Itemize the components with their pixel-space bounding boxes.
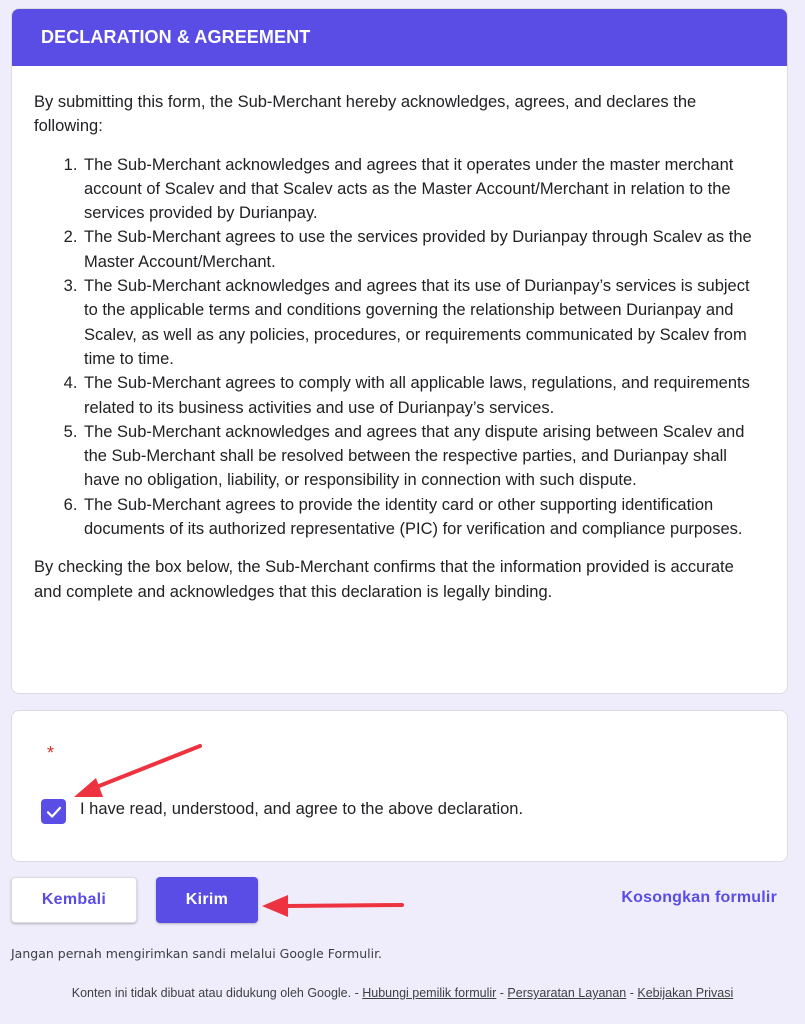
section-description — [12, 66, 787, 604]
agreement-checkbox[interactable] — [41, 799, 66, 824]
contact-owner-link[interactable]: Hubungi pemilik formulir — [362, 986, 497, 1000]
section-title: DECLARATION & AGREEMENT — [41, 27, 311, 47]
annotation-arrow-icon — [262, 895, 402, 917]
footer-disclaimer: Konten ini tidak dibuat atau didukung oleh Google. — [71, 986, 352, 1000]
agreement-checkbox-label[interactable]: I have read, understood, and agree to the above declaration. — [80, 800, 524, 818]
footer-separator: - — [626, 986, 638, 1000]
footer-separator: - — [496, 986, 508, 1000]
declaration-item: 3. The Sub-Merchant acknowledges and agrees that its use of Durianpay’s services is subject to the applicable terms and conditions governing the relationship between Durianpay and Scalev, as well as any policies, procedures, or requirements communicated by Scalev from time to time. — [82, 274, 758, 371]
privacy-link[interactable]: Kebijakan Privasi — [637, 986, 734, 1000]
declaration-item: 1. The Sub-Merchant acknowledges and agrees that it operates under the master merchant account of Scalev and that Scalev acts as the Master Account/Merchant in relation to the services provided by Durianpay. — [82, 153, 758, 226]
declaration-item: 4. The Sub-Merchant agrees to comply with all applicable laws, regulations, and requirements related to its business activities and use of Durianpay’s services. — [82, 371, 758, 420]
submit-button[interactable]: Kirim — [156, 877, 258, 923]
back-button[interactable]: Kembali — [11, 877, 137, 923]
checkmark-icon — [45, 803, 63, 821]
declaration-item: 2. The Sub-Merchant agrees to use the services provided by Durianpay through Scalev as the Master Account/Merchant. — [82, 225, 758, 274]
declaration-item: 5. The Sub-Merchant acknowledges and agrees that any dispute arising between Scalev and the Sub-Merchant shall be resolved between the respective parties, and Durianpay shall have no obligation, liability, or responsibility in connection with such dispute. — [82, 420, 758, 493]
declaration-intro: By submitting this form, the Sub-Merchant hereby acknowledges, agrees, and declares the following: — [34, 93, 697, 136]
declaration-list — [34, 153, 758, 542]
declaration-closing: By checking the box below, the Sub-Merchant confirms that the information provided is accurate and complete and acknowledges that this declaration is legally binding. — [34, 558, 734, 601]
terms-link[interactable]: Persyaratan Layanan — [507, 986, 627, 1000]
declaration-section-card — [11, 8, 788, 694]
declaration-item: 6. The Sub-Merchant agrees to provide the identity card or other supporting identification documents of its authorized representative (PIC) for verification and compliance purposes. — [82, 493, 758, 542]
footer — [30, 985, 775, 1001]
agreement-question-card — [11, 710, 788, 862]
footer-separator: - — [351, 986, 363, 1000]
clear-form-button[interactable]: Kosongkan formulir — [621, 889, 777, 906]
required-marker: * — [47, 743, 55, 763]
section-header — [12, 9, 787, 66]
password-notice: Jangan pernah mengirimkan sandi melalui Google Formulir. — [11, 946, 383, 961]
